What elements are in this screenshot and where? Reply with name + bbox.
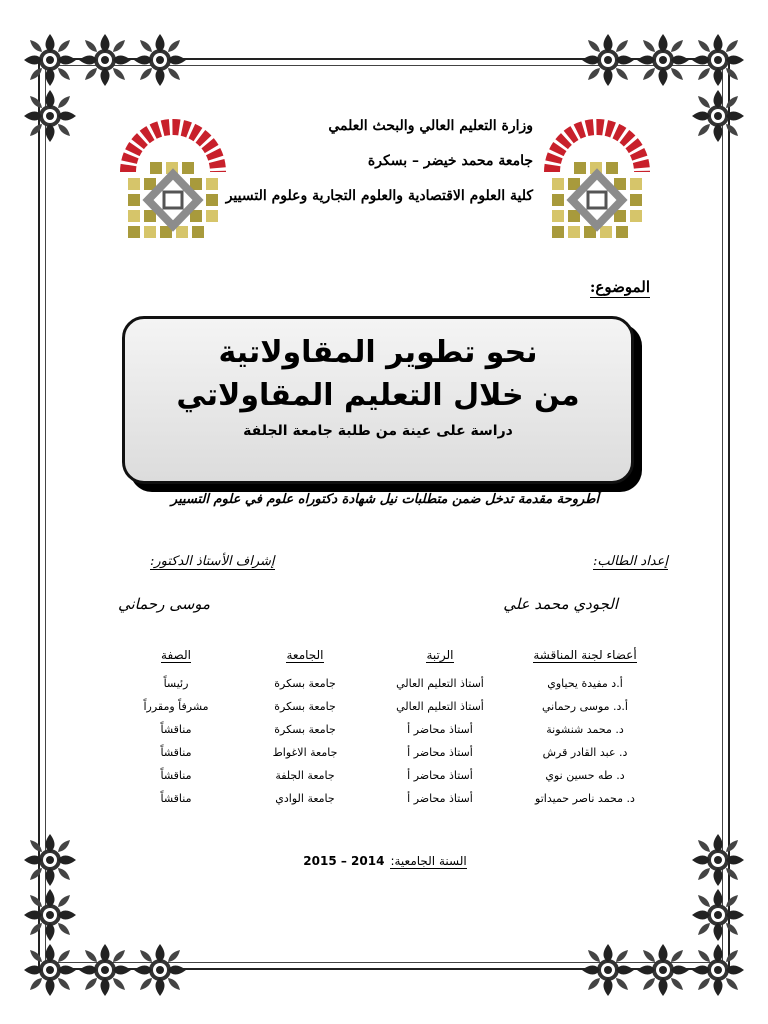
topic-label: الموضوع: <box>589 278 650 296</box>
academic-year-value: 2014 – 2015 <box>303 854 385 868</box>
university-name: جامعة محمد خيضر – بسكرة <box>367 153 533 169</box>
jury-role: رئيساً <box>163 677 189 690</box>
jury-rank: أستاذ محاضر أ <box>407 792 473 805</box>
jury-member: د. محمد ناصر حميداتو <box>535 792 635 805</box>
jury-header-role: الصفة <box>161 648 191 662</box>
university-logo <box>542 112 652 242</box>
jury-university: جامعة الوادي <box>275 792 335 805</box>
jury-role: مناقشاً <box>160 723 192 736</box>
table-row <box>112 672 660 695</box>
table-row <box>112 695 660 718</box>
title-box <box>122 316 634 484</box>
jury-member: د. عبد القادر قرش <box>542 746 628 759</box>
floral-ornament-icon <box>75 30 135 90</box>
jury-member: د. محمد شنشونة <box>546 723 624 736</box>
floral-ornament-icon <box>20 30 80 90</box>
academic-year <box>290 854 480 868</box>
jury-header-university: الجامعة <box>286 648 324 662</box>
floral-ornament-icon <box>578 30 638 90</box>
jury-university: جامعة بسكرة <box>274 723 336 736</box>
jury-member: د. طه حسين نوي <box>545 769 625 782</box>
jury-rank: أستاذ محاضر أ <box>407 723 473 736</box>
jury-rank: أستاذ التعليم العالي <box>396 677 484 690</box>
jury-role: مناقشاً <box>160 769 192 782</box>
table-row <box>112 718 660 741</box>
academic-year-label: السنة الجامعية: <box>390 854 467 868</box>
table-row <box>112 787 660 810</box>
jury-table <box>112 648 660 810</box>
jury-header-rank: الرتبة <box>426 648 454 662</box>
jury-university: جامعة الاغواط <box>272 746 338 759</box>
university-logo <box>118 112 228 242</box>
floral-ornament-icon <box>20 86 80 146</box>
thesis-note: أطروحة مقدمة تدخل ضمن متطلبات نيل شهادة دكتوراه علوم في علوم التسيير <box>170 492 600 507</box>
student-name: الجودي محمد علي <box>503 595 618 613</box>
floral-ornament-icon <box>633 940 693 1000</box>
jury-header-member: أعضاء لجنة المناقشة <box>533 648 637 662</box>
jury-header-row <box>112 648 660 672</box>
floral-ornament-icon <box>75 940 135 1000</box>
jury-rank: أستاذ محاضر أ <box>407 769 473 782</box>
supervisor-label: إشراف الأستاذ الدكتور: <box>150 554 275 569</box>
jury-university: جامعة بسكرة <box>274 677 336 690</box>
jury-role: مشرفاً ومقرراً <box>143 700 209 713</box>
jury-university: جامعة الجلفة <box>275 769 335 782</box>
floral-ornament-icon <box>130 30 190 90</box>
table-row <box>112 741 660 764</box>
faculty-name: كلية العلوم الاقتصادية والعلوم التجارية وعلوم التسيير <box>225 188 533 204</box>
title-line-1: نحو تطوير المقاولاتية <box>218 335 538 370</box>
jury-role: مناقشاً <box>160 792 192 805</box>
floral-ornament-icon <box>20 830 80 890</box>
floral-ornament-icon <box>688 885 748 945</box>
ministry-name: وزارة التعليم العالي والبحث العلمي <box>328 118 533 134</box>
jury-member: أ.د. موسى رحماني <box>542 700 628 713</box>
supervisor-name: موسى رحماني <box>118 595 211 613</box>
table-row <box>112 764 660 787</box>
floral-ornament-icon <box>20 885 80 945</box>
jury-rank: أستاذ محاضر أ <box>407 746 473 759</box>
floral-ornament-icon <box>130 940 190 1000</box>
jury-rank: أستاذ التعليم العالي <box>396 700 484 713</box>
student-label: إعداد الطالب: <box>592 554 668 569</box>
floral-ornament-icon <box>688 86 748 146</box>
title-line-2: من خلال التعليم المقاولاتي <box>176 378 580 413</box>
jury-member: أ.د مفيدة يحياوي <box>547 677 623 690</box>
floral-ornament-icon <box>688 30 748 90</box>
floral-ornament-icon <box>688 830 748 890</box>
floral-ornament-icon <box>20 940 80 1000</box>
jury-university: جامعة بسكرة <box>274 700 336 713</box>
floral-ornament-icon <box>578 940 638 1000</box>
title-subtitle: دراسة على عينة من طلبة جامعة الجلفة <box>243 423 513 439</box>
floral-ornament-icon <box>688 940 748 1000</box>
floral-ornament-icon <box>633 30 693 90</box>
jury-role: مناقشاً <box>160 746 192 759</box>
institution-header <box>213 118 533 223</box>
